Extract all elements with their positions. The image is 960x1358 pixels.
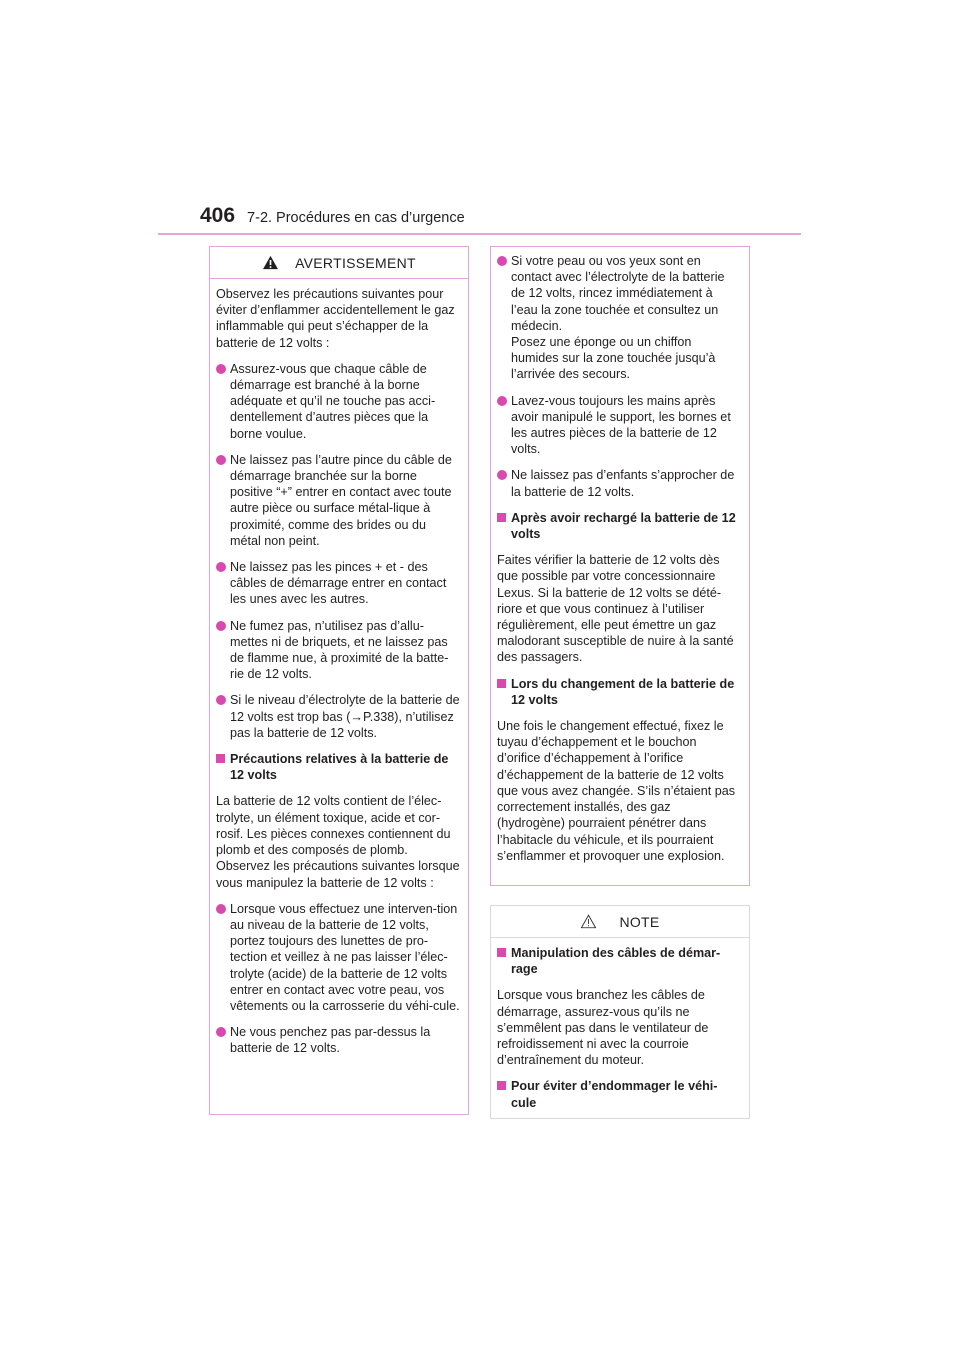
subheading-jumper-cables: Manipulation des câbles de démar-rage bbox=[497, 945, 741, 977]
header-rule bbox=[158, 233, 801, 235]
bullet-dot-icon bbox=[216, 904, 226, 914]
square-bullet-icon bbox=[497, 679, 506, 688]
square-bullet-icon bbox=[216, 754, 225, 763]
bullet-dot-icon bbox=[216, 1027, 226, 1037]
section-title: 7-2. Procédures en cas d’urgence bbox=[247, 210, 465, 226]
square-bullet-icon bbox=[497, 513, 506, 522]
warning-triangle-icon bbox=[262, 255, 279, 270]
bullet-dot-icon bbox=[497, 396, 507, 406]
subheading-after-recharge: Après avoir rechargé la batterie de 12 volts bbox=[497, 510, 741, 542]
note-box-header bbox=[491, 906, 749, 938]
caution-triangle-icon bbox=[580, 914, 597, 929]
subheading-battery-change: Lors du changement de la batterie de 12 volts bbox=[497, 676, 741, 708]
note-title: NOTE bbox=[619, 913, 660, 930]
note-box bbox=[490, 905, 750, 1119]
warning-box bbox=[209, 246, 469, 1115]
bullet-dot-icon bbox=[497, 470, 507, 480]
bullet-dot-icon bbox=[216, 695, 226, 705]
bullet-dot-icon bbox=[216, 364, 226, 374]
list-item: Lorsque vous effectuez une interven-tion au niveau de la batterie de 12 volts, portez toujours des lunettes de pro-tection et veillez à ne pas laisser l’élec-trolyte (acide) de la batterie de 12 volts entrer en contact avec votre peau, vos vêtements ou la carrosserie du véhi-cule. bbox=[216, 901, 460, 1014]
list-item: Ne laissez pas les pinces + et - des câbles de démarrage entrer en contact les unes avec les autres. bbox=[216, 559, 460, 608]
after-recharge-text: Faites vérifier la batterie de 12 volts dès que possible par votre concessionnaire Lexus. Si la batterie de 12 volts se dété-riore et que vous continuez à l’utiliser régulièrement, elle peut émettre un gaz malodorant susceptible de nuire à la santé des passagers. bbox=[497, 553, 734, 665]
bullet-dot-icon bbox=[216, 455, 226, 465]
warning-box-header bbox=[210, 247, 468, 279]
warning-title: AVERTISSEMENT bbox=[295, 254, 416, 271]
square-bullet-icon bbox=[497, 948, 506, 957]
list-item: Ne laissez pas d’enfants s’approcher de la batterie de 12 volts. bbox=[497, 467, 741, 499]
list-item: Lavez-vous toujours les mains après avoir manipulé le support, les bornes et les autres pièces de la batterie de 12 volts. bbox=[497, 393, 741, 458]
subheading-avoid-damage: Pour éviter d’endommager le véhi-cule bbox=[497, 1078, 741, 1110]
warning-intro: Observez les précautions suivantes pour éviter d’enflammer accidentellement le gaz inflammable qui peut s’échapper de la batterie de 12 volts : bbox=[216, 287, 455, 350]
battery-precautions-text: La batterie de 12 volts contient de l’élec-trolyte, un élément toxique, acide et cor-rosif. Les pièces connexes contiennent du plomb et des composés de plomb. Observez les précautions suivantes lorsque vous manipulez la batterie de 12 volts : bbox=[216, 794, 460, 890]
jumper-cables-text: Lorsque vous branchez les câbles de démarrage, assurez-vous qu’ils ne s’emmêlent pas dans le ventilateur de refroidissement ni avec la courroie d’entraînement du moteur. bbox=[497, 988, 709, 1068]
square-bullet-icon bbox=[497, 1081, 506, 1090]
battery-change-text: Une fois le changement effectué, fixez le tuyau d’échappement et le bouchon d’orifice d’échappement à l’orifice d’échappement de la batterie de 12 volts que vous avez changée. S’ils n’étaient pas correctement installés, des gaz (hydrogène) pourraient pénétrer dans l’habitacle du véhicule, et ils pourraient s’enflammer et provoquer une explosion. bbox=[497, 719, 736, 863]
list-item: Si votre peau ou vos yeux sont en contact avec l’électrolyte de la batterie de 12 volts, rincez immédiatement à l’eau la zone touchée et consultez un médecin. Posez une éponge ou un chiffon humides sur la zone touchée jusqu’à l’arrivée des secours. bbox=[497, 253, 741, 383]
list-item: Ne laissez pas l’autre pince du câble de démarrage branchée sur la borne positive “+” entrer en contact avec toute autre pièce ou surface métal-lique à proximité, comme des brides ou du métal non peint. bbox=[216, 452, 460, 549]
list-item: Ne vous penchez pas par-dessus la batterie de 12 volts. bbox=[216, 1024, 460, 1056]
warning-continued-box bbox=[490, 246, 750, 886]
list-item: Assurez-vous que chaque câble de démarrage est branché à la borne adéquate et qu’il ne touche pas acci-dentellement d’autres pièces que la borne voulue. bbox=[216, 361, 460, 442]
page-header bbox=[200, 204, 465, 234]
subheading-battery-precautions: Précautions relatives à la batterie de 12 volts bbox=[216, 751, 460, 783]
list-item: Si le niveau d’électrolyte de la batterie de 12 volts est trop bas (→P.338), n’utilisez pas la batterie de 12 volts. bbox=[216, 692, 460, 741]
bullet-dot-icon bbox=[497, 256, 507, 266]
list-item: Ne fumez pas, n’utilisez pas d’allu-mettes ni de briquets, et ne laissez pas de flamme nue, à proximité de la batte-rie de 12 volts. bbox=[216, 618, 460, 683]
bullet-dot-icon bbox=[216, 621, 226, 631]
bullet-dot-icon bbox=[216, 562, 226, 572]
page-number: 406 bbox=[200, 204, 236, 227]
